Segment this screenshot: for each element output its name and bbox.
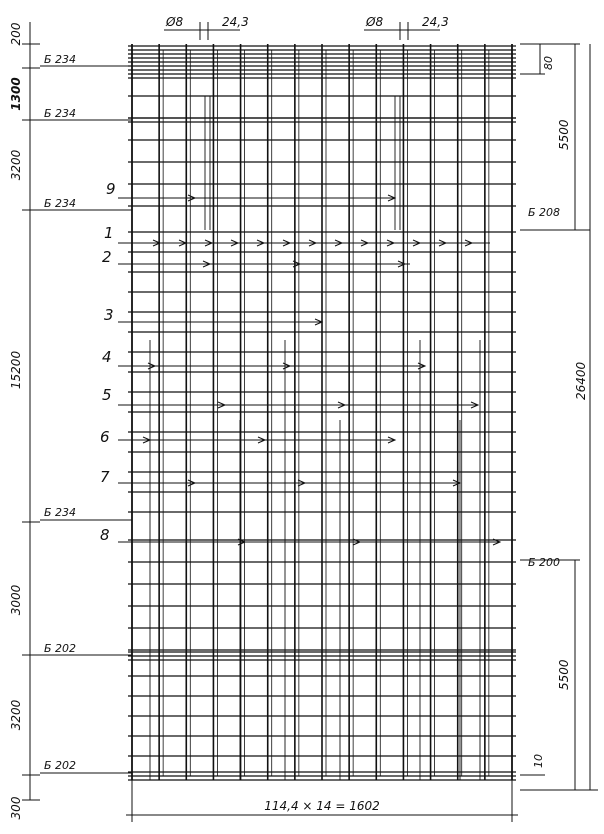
mark-b200: Б 200 (528, 556, 561, 569)
bottom-dim-text: 114,4 × 14 = 1602 (264, 799, 380, 813)
position-4: 4 (102, 348, 112, 366)
position-5: 5 (102, 386, 112, 404)
dim-80: 80 (542, 56, 555, 70)
dim-5500-top: 5500 (557, 119, 571, 150)
dim-5500-bottom: 5500 (557, 659, 571, 690)
position-labels (100, 180, 116, 544)
position-8: 8 (100, 526, 110, 544)
dim-3200-bottom: 3200 (9, 699, 23, 731)
position-3: 3 (104, 306, 114, 324)
left-dimension-chain (22, 22, 40, 800)
dim-200: 200 (9, 22, 23, 46)
mark-b234-2: Б 234 (44, 107, 77, 120)
mark-b234-3: Б 234 (44, 197, 77, 210)
mark-b208: Б 208 (528, 206, 561, 219)
right-dimension-texts (528, 56, 588, 768)
top-dimensions (164, 22, 440, 40)
dim-26400: 26400 (574, 361, 588, 400)
dim-3000: 3000 (9, 584, 23, 616)
position-2: 2 (102, 248, 112, 266)
top-bar-right: Ø8 (366, 15, 384, 29)
position-6: 6 (100, 428, 110, 446)
mesh-grid (128, 44, 516, 780)
mark-b234-1: Б 234 (44, 53, 77, 66)
position-9: 9 (106, 180, 116, 198)
mark-b202-2: Б 202 (44, 759, 77, 772)
dim-3200-top: 3200 (9, 149, 23, 181)
left-section-marks (40, 66, 132, 773)
left-section-mark-texts (44, 53, 76, 772)
dim-15200: 15200 (9, 350, 23, 390)
top-bar-left: Ø8 (166, 15, 184, 29)
dim-10: 10 (532, 754, 545, 768)
dim-1300: 1300 (9, 77, 23, 111)
top-spacing-left: 24,3 (222, 15, 249, 29)
mark-b234-4: Б 234 (44, 506, 77, 519)
mark-b202-1: Б 202 (44, 642, 77, 655)
top-spacing-right: 24,3 (422, 15, 449, 29)
left-dimension-texts (9, 22, 23, 819)
position-1: 1 (104, 224, 114, 242)
position-7: 7 (100, 468, 110, 486)
dim-300: 300 (9, 796, 23, 820)
